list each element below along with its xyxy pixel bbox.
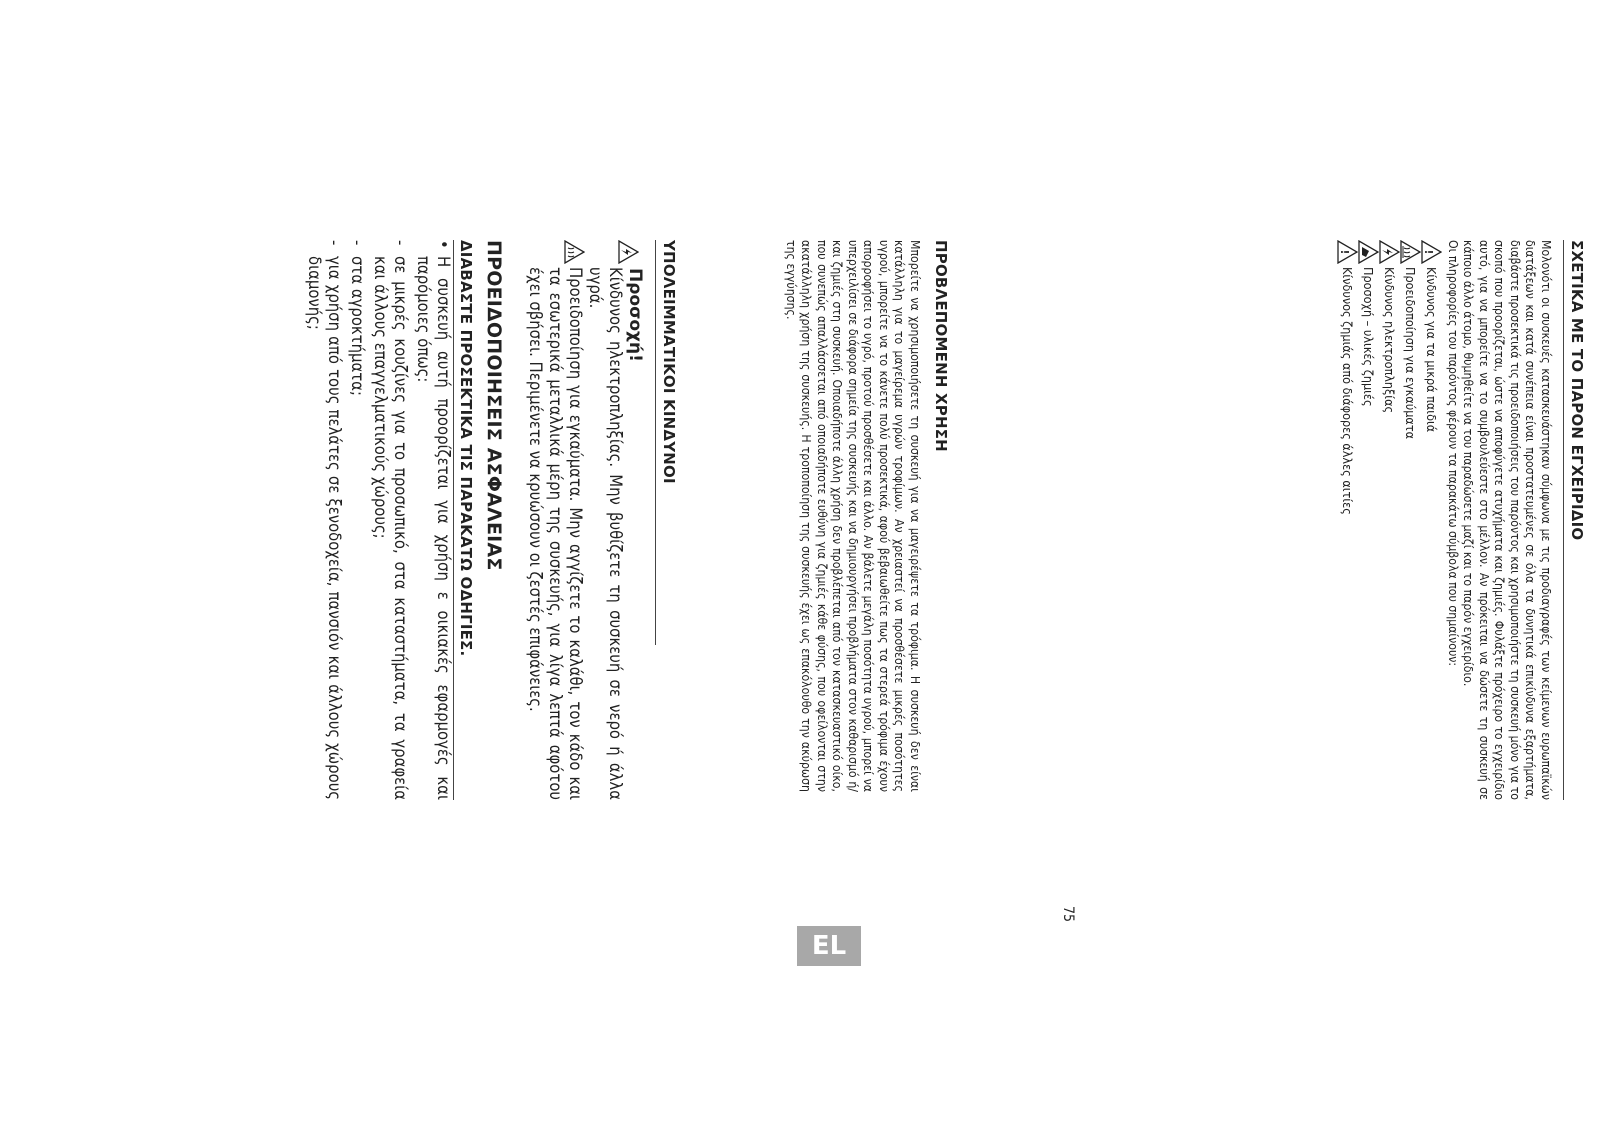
hot-surface-icon <box>564 240 585 264</box>
language-tab: EL <box>797 926 861 966</box>
symbol-list <box>1338 240 1443 800</box>
burn-warning <box>525 240 585 800</box>
about-section <box>1338 240 1587 800</box>
caution-label: Προσοχή! <box>625 268 645 362</box>
intended-use-section <box>783 240 951 792</box>
about-title: ΣΧΕΤΙΚΑ ΜΕ ΤΟ ΠΑΡΟΝ ΕΓΧΕΙΡΙΔΙΟ <box>1563 240 1586 800</box>
bullet-intro: Η συσκευή αυτή προορίζεται για χρήση ε οικιακές εφαρμογές και παρόμοιες όπως: <box>414 256 453 800</box>
symbol-label: Προσοχή – υλικές ζημιές <box>1361 267 1377 407</box>
svg-text:!: ! <box>1338 249 1352 255</box>
list-item-text: για χρήση από τους πελάτες σε ξενοδοχεία, πανσιόν και άλλους χώρους διαμονής; <box>305 256 344 800</box>
caution-header <box>625 240 645 800</box>
symbol-row <box>1338 240 1359 800</box>
residual-risks-title: ΥΠΟΛΕΙΜΜΑΤΙΚΟΙ ΚΙΝΔΥΝΟΙ <box>655 240 678 645</box>
safety-title: ΠΡΟΕΙΔΟΠΟΙΗΣΕΙΣ ΑΣΦΑΛΕΙΑΣ <box>483 240 505 571</box>
symbol-label: Κίνδυνος για τα μικρά παιδιά <box>1424 267 1440 433</box>
symbol-row <box>1380 240 1401 800</box>
symbols-intro: Οι πληροφορίες του παρόντος φέρουν τα παρακάτω σύμβολα που σημαίνουν: <box>1446 240 1460 667</box>
about-body: Μολονότι οι συσκευές κατασκευάστηκαν σύμφωνα με τις προδιαγραφές των κείμενων ευρωπαϊκών διατάξεων και κατά συνέπεια είναι προστατευμένες σε όλα τα δυνητικά επικίνδυνα εξαρτήματα, διαβάστε προσεκτικά τις προειδοποιήσεις του παρόντος και χρησιμοποιήστε τη συσκευή μόνο για το σκοπό που προορίζεται, ώστε να αποφύγετε ατυχήματα και ζημιές. Φυλάξτε πρόχειρο το εγχειρίδιο αυτό, για να μπορείτε να το συμβουλεύεστε στο μέλλον. Αν πρόκειται να δώσετε τη συσκευή σε κάποιο άλλο άτομο, θυμηθείτε να του παραδώσετε μαζί και το παρόν εγχειρίδιο. <box>1461 240 1553 800</box>
electric-shock-icon <box>1380 240 1401 264</box>
symbol-label: Κίνδυνος ζημιάς από διάφορες άλλες αιτίες <box>1340 267 1356 515</box>
hot-surface-icon <box>1401 240 1422 264</box>
symbol-row <box>1422 240 1443 800</box>
list-item: - για χρήση από τους πελάτες σε ξενοδοχεία, πανσιόν και άλλους χώρους διαμονής; <box>305 240 344 800</box>
burn-text: Προειδοποίηση για εγκαύματα. Μην αγγίζετε το καλάθι, τον κάδο και τα εσωτερικά μεταλλικά μέρη της συσκευής, για λίγα λεπτά αφότου έχει σβήσει. Περιμένετε να κρυώσουν οι ζεστές επιφάνειες. <box>526 267 585 800</box>
hand-crush-icon <box>1359 240 1380 264</box>
list-item-text: σε μικρές κουζίνες για το προσωπικό, στα καταστήματα, τα γραφεία και άλλους επαγγελματικούς χώρους; <box>371 256 410 800</box>
symbol-row <box>1359 240 1380 800</box>
shock-text: Κίνδυνος ηλεκτροπληξίας. Μην βυθίζετε τη συσκευή σε νερό ή άλλα υγρά. <box>586 267 625 800</box>
symbol-label: Προειδοποίηση για εγκαύματα <box>1403 267 1419 440</box>
intended-use-body: Μπορείτε να χρησιμοποιήσετε τη συσκευή για να μαγειρέψετε τα τρόφιμα. Η συσκευή δεν είναι κατάλληλη για το μαγείρεμα υγρών τροφίμων. Αν χρειαστεί να προσθέσετε μικρές ποσότητες υγρού, μπορείτε να το κάνετε πολύ προσεκτικά, αφού βεβαιωθείτε πως τα στερεά τρόφιμα έχουν απορροφήσει το υγρό, προτού προσθέσετε και άλλο. Αν βάλετε μεγάλη ποσότητα υγρού, μπορεί να υπερχειλίσει σε διάφορα σημεία της συσκευής και να δημιουργήσει προβλήματα στον καθαρισμό ή/και ζημιές στη συσκευή. Οποιαδήποτε άλλη χρήση δεν προβλέπεται από τον κατασκευαστικό οίκο, που συνεπώς απαλλάσσεται από οποιαδήποτε ευθύνη για ζημιές κάθε φύσης, που οφείλονται στην ακατάλληλη χρήση της συσκευής. Η τροποποίηση της συσκευής έχει ως επακόλουθο την ακύρωση της εγγύησης. <box>784 240 922 792</box>
list-item: - στα αγροκτήματα; <box>348 240 367 396</box>
intended-use-title: ΠΡΟΒΛΕΠΟΜΕΝΗ ΧΡΗΣΗ <box>932 240 950 452</box>
list-item-text: στα αγροκτήματα; <box>348 256 367 396</box>
safety-section <box>304 240 505 800</box>
list-item: - σε μικρές κουζίνες για το προσωπικό, στα καταστήματα, τα γραφεία και άλλους επαγγελματικούς χώρους; <box>371 240 410 800</box>
symbol-label: Κίνδυνος ηλεκτροπληξίας <box>1382 267 1398 414</box>
svg-text:!: ! <box>1422 249 1436 255</box>
symbol-row <box>1401 240 1422 800</box>
warning-icon <box>1422 240 1443 264</box>
residual-risks-section <box>525 240 678 800</box>
list-item: • Η συσκευή αυτή προορίζεται για χρήση ε οικιακές εφαρμογές και παρόμοιες όπως: <box>414 240 453 800</box>
warning-icon <box>1338 240 1359 264</box>
electric-shock-icon <box>618 240 639 264</box>
read-instructions-title: ΔΙΑΒΑΣΤΕ ΠΡΟΣΕΚΤΙΚΑ ΤΙΣ ΠΑΡΑΚΑΤΩ ΟΔΗΓΙΕΣ. <box>453 240 475 800</box>
shock-warning <box>585 240 625 800</box>
page-number: 75 <box>1060 905 1077 923</box>
